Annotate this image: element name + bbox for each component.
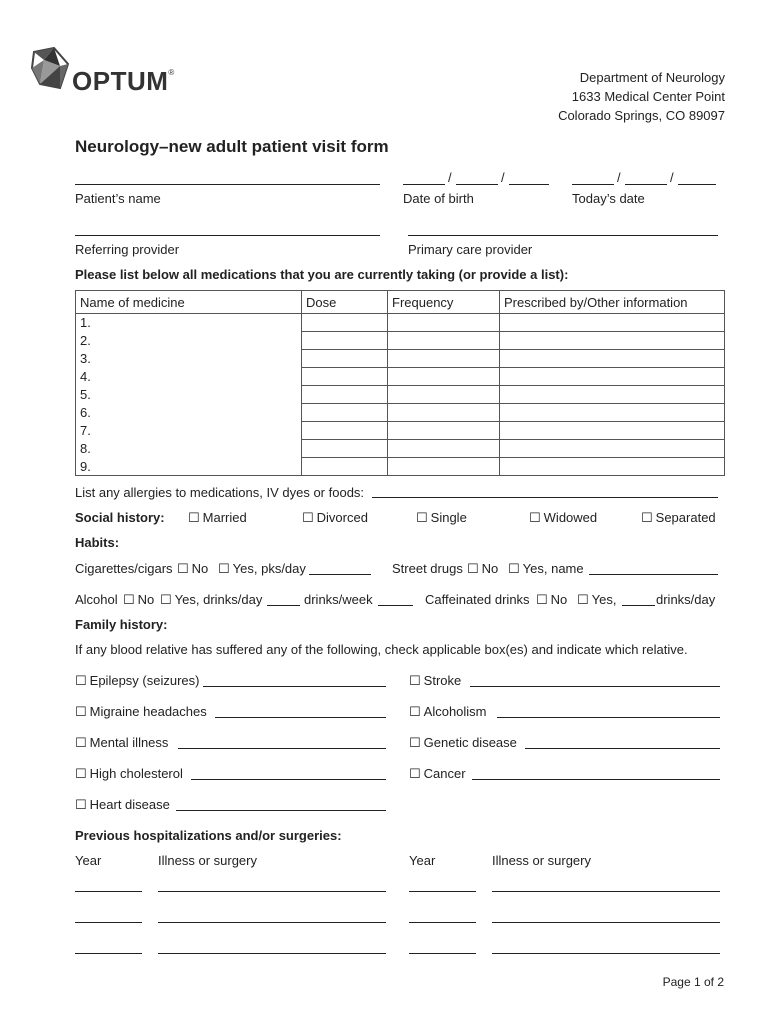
table-row (76, 314, 725, 332)
single-checkbox[interactable]: ☐ Single (416, 510, 467, 526)
alcoholism-relative-field[interactable] (497, 717, 720, 718)
street-drugs-yes-checkbox[interactable]: ☐ Yes, name (508, 561, 584, 577)
alcohol-drinks-day-field[interactable] (267, 605, 300, 606)
medications-heading: Please list below all medications that you are currently taking (or provide a list): (75, 267, 569, 282)
street-drugs-label: Street drugs (392, 561, 463, 576)
married-checkbox[interactable]: ☐ Married (188, 510, 247, 526)
patient-name-label: Patient’s name (75, 191, 161, 206)
family-history-label: Family history: (75, 617, 168, 632)
allergies-field[interactable] (372, 497, 718, 498)
frequency-cell[interactable] (388, 350, 500, 368)
frequency-cell[interactable] (388, 314, 500, 332)
mental-illness-checkbox[interactable]: ☐ Mental illness (75, 735, 168, 751)
hospitalization-illness-field[interactable] (492, 922, 720, 923)
stroke-relative-field[interactable] (470, 686, 720, 687)
allergies-label: List any allergies to medications, IV dyes or foods: (75, 485, 365, 500)
hospitalization-illness-field[interactable] (492, 953, 720, 954)
heart-disease-relative-field[interactable] (176, 810, 386, 811)
table-row (76, 368, 725, 386)
department-address (425, 68, 725, 125)
referring-provider-field[interactable] (75, 235, 380, 236)
column-header: Frequency (388, 291, 500, 314)
hospitalization-year-field[interactable] (409, 953, 476, 954)
drinks-week-label: drinks/week (304, 592, 373, 607)
prescribed-by-cell[interactable] (500, 314, 725, 332)
hospitalization-year-field[interactable] (409, 922, 476, 923)
address-line: Department of Neurology (579, 70, 725, 85)
hospitalization-illness-field[interactable] (158, 891, 386, 892)
table-row (76, 332, 725, 350)
cancer-checkbox[interactable]: ☐ Cancer (409, 766, 466, 782)
todays-date-label: Today’s date (572, 191, 645, 206)
social-history-label: Social history: (75, 510, 165, 525)
divorced-checkbox[interactable]: ☐ Divorced (302, 510, 368, 526)
alcohol-drinks-week-field[interactable] (378, 605, 413, 606)
table-row (76, 440, 725, 458)
frequency-cell[interactable] (388, 368, 500, 386)
prescribed-by-cell[interactable] (500, 458, 725, 476)
referring-provider-label: Referring provider (75, 242, 180, 257)
table-row (76, 404, 725, 422)
prescribed-by-cell[interactable] (500, 386, 725, 404)
patient-name-field[interactable] (75, 184, 380, 185)
prescribed-by-cell[interactable] (500, 422, 725, 440)
genetic-disease-relative-field[interactable] (525, 748, 720, 749)
hospitalization-illness-field[interactable] (158, 953, 386, 954)
date-separator: / (617, 170, 621, 185)
dose-cell[interactable] (302, 314, 388, 332)
dose-cell[interactable] (302, 386, 388, 404)
date-separator: / (501, 170, 505, 185)
hospitalization-year-field[interactable] (409, 891, 476, 892)
epilepsy-checkbox[interactable]: ☐ Epilepsy (seizures) (75, 673, 199, 689)
cigarettes-no-checkbox[interactable]: ☐ No (177, 561, 208, 577)
date-separator: / (670, 170, 674, 185)
high-cholesterol-relative-field[interactable] (191, 779, 386, 780)
address-line: 1633 Medical Center Point (571, 89, 725, 104)
prescribed-by-cell[interactable] (500, 350, 725, 368)
medicine-name-cell[interactable]: 5. (76, 386, 302, 404)
table-row (76, 350, 725, 368)
mental-illness-relative-field[interactable] (178, 748, 386, 749)
medicine-name-cell[interactable]: 1. (76, 314, 302, 332)
separated-checkbox[interactable]: ☐ Separated (641, 510, 716, 526)
prescribed-by-cell[interactable] (500, 404, 725, 422)
table-header-row (76, 291, 725, 314)
dose-cell[interactable] (302, 422, 388, 440)
illness-column-label: Illness or surgery (158, 853, 257, 868)
table-row (76, 422, 725, 440)
frequency-cell[interactable] (388, 332, 500, 350)
genetic-disease-checkbox[interactable]: ☐ Genetic disease (409, 735, 517, 751)
hospitalization-illness-field[interactable] (158, 922, 386, 923)
page-number: Page 1 of 2 (662, 975, 724, 989)
address-line: Colorado Springs, CO 89097 (558, 108, 725, 123)
prescribed-by-cell[interactable] (500, 440, 725, 458)
year-column-label: Year (409, 853, 436, 868)
dose-cell[interactable] (302, 458, 388, 476)
dose-cell[interactable] (302, 368, 388, 386)
caffeinated-drinks-field[interactable] (622, 605, 655, 606)
dose-cell[interactable] (302, 332, 388, 350)
dose-cell[interactable] (302, 440, 388, 458)
heart-disease-checkbox[interactable]: ☐ Heart disease (75, 797, 170, 813)
medicine-name-cell[interactable]: 6. (76, 404, 302, 422)
alcohol-label: Alcohol (75, 592, 118, 607)
prescribed-by-cell[interactable] (500, 332, 725, 350)
date-of-birth-label: Date of birth (403, 191, 474, 206)
optum-logo (30, 46, 190, 96)
caffeinated-yes-checkbox[interactable]: ☐ Yes, (577, 592, 616, 608)
hospitalization-illness-field[interactable] (492, 891, 720, 892)
primary-care-provider-label: Primary care provider (408, 242, 533, 257)
habits-label: Habits: (75, 535, 120, 550)
hospitalizations-label: Previous hospitalizations and/or surgeries: (75, 828, 342, 843)
year-column-label: Year (75, 853, 102, 868)
cigarettes-pks-field[interactable] (309, 574, 371, 575)
dose-cell[interactable] (302, 404, 388, 422)
street-drugs-no-checkbox[interactable]: ☐ No (467, 561, 498, 577)
prescribed-by-cell[interactable] (500, 368, 725, 386)
alcohol-no-checkbox[interactable]: ☐ No (123, 592, 154, 608)
migraine-checkbox[interactable]: ☐ Migraine headaches (75, 704, 207, 720)
caffeinated-label: Caffeinated drinks (425, 592, 530, 607)
alcoholism-checkbox[interactable]: ☐ Alcoholism (409, 704, 487, 720)
drinks-day-label: drinks/day (656, 592, 716, 607)
hospitalization-year-field[interactable] (75, 953, 142, 954)
frequency-cell[interactable] (388, 404, 500, 422)
frequency-cell[interactable] (388, 422, 500, 440)
hospitalization-year-field[interactable] (75, 922, 142, 923)
logo-registered-mark: ® (168, 68, 175, 77)
date-separator: / (448, 170, 452, 185)
frequency-cell[interactable] (388, 458, 500, 476)
family-history-instruction: If any blood relative has suffered any of the following, check applicable box(es) and indicate which relative. (75, 642, 688, 657)
hospitalization-year-field[interactable] (75, 891, 142, 892)
medicine-name-cell[interactable]: 3. (76, 350, 302, 368)
column-header: Name of medicine (76, 291, 302, 314)
date-of-birth-field[interactable] (403, 170, 553, 186)
medicine-name-cell[interactable]: 9. (76, 458, 302, 476)
frequency-cell[interactable] (388, 386, 500, 404)
alcohol-yes-checkbox[interactable]: ☐ Yes, drinks/day (160, 592, 262, 608)
todays-date-field[interactable] (572, 170, 722, 186)
street-drugs-name-field[interactable] (589, 574, 718, 575)
cancer-relative-field[interactable] (472, 779, 720, 780)
table-row (76, 386, 725, 404)
medicine-name-cell[interactable]: 2. (76, 332, 302, 350)
high-cholesterol-checkbox[interactable]: ☐ High cholesterol (75, 766, 183, 782)
widowed-checkbox[interactable]: ☐ Widowed (529, 510, 597, 526)
stroke-checkbox[interactable]: ☐ Stroke (409, 673, 461, 689)
illness-column-label: Illness or surgery (492, 853, 591, 868)
medicine-name-cell[interactable]: 7. (76, 422, 302, 440)
optum-logo-mark-icon (30, 46, 76, 92)
medications-table (75, 290, 725, 476)
cigarettes-label: Cigarettes/cigars (75, 561, 173, 576)
logo-wordmark (72, 66, 175, 97)
logo-text: OPTUM (72, 66, 169, 96)
table-row (76, 458, 725, 476)
migraine-relative-field[interactable] (215, 717, 386, 718)
cigarettes-yes-checkbox[interactable]: ☐ Yes, pks/day (218, 561, 306, 577)
epilepsy-relative-field[interactable] (203, 686, 386, 687)
medicine-name-cell[interactable]: 4. (76, 368, 302, 386)
primary-care-provider-field[interactable] (408, 235, 718, 236)
column-header: Dose (302, 291, 388, 314)
dose-cell[interactable] (302, 350, 388, 368)
frequency-cell[interactable] (388, 440, 500, 458)
page-title: Neurology–new adult patient visit form (75, 137, 389, 156)
column-header: Prescribed by/Other information (500, 291, 725, 314)
caffeinated-no-checkbox[interactable]: ☐ No (536, 592, 567, 608)
medicine-name-cell[interactable]: 8. (76, 440, 302, 458)
